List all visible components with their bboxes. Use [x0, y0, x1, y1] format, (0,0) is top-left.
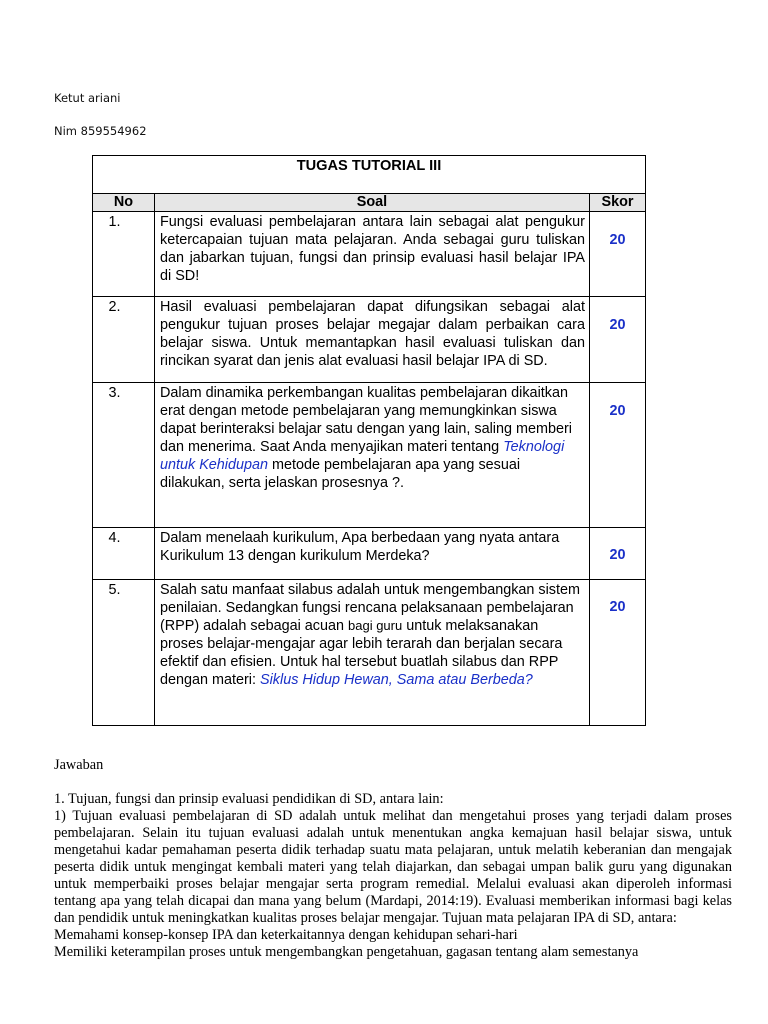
table-row: [93, 580, 646, 726]
answer-line: Memahami konsep-konsep IPA dan keterkaitannya dengan kehidupan sehari-hari: [54, 927, 518, 943]
row-number: 2.: [93, 297, 155, 383]
question-text-part: Salah satu manfaat silabus adalah untuk mengembangkan sistem penilaian. Sedangkan fungsi rencana pelaksanaan pembelajaran (RPP) adalah sebagai acuan: [160, 582, 580, 634]
table-row: [93, 212, 646, 297]
answer-section: [54, 757, 732, 961]
answer-heading: Jawaban: [54, 757, 104, 773]
header-skor: Skor: [589, 194, 645, 212]
question-text-part: bagi guru: [348, 618, 403, 633]
topic-highlight: Siklus Hidup Hewan, Sama atau Berbeda?: [260, 672, 533, 688]
score: 20: [589, 580, 645, 726]
question-text: Hasil evaluasi pembelajaran dapat difungsikan sebagai alat pengukur tujuan proses belajar megajar dalam perbaikan cara belajar siswa. Untuk memantapkan hasil evaluasi tuliskan dan rincikan syarat dan jenis alat evaluasi hasil belajar IPA di SD.: [155, 297, 590, 383]
header-no: No: [93, 194, 155, 212]
header-soal: Soal: [155, 194, 590, 212]
answer-question-title: 1. Tujuan, fungsi dan prinsip evaluasi pendidikan di SD, antara lain:: [54, 791, 444, 807]
row-number: 4.: [93, 528, 155, 580]
row-number: 3.: [93, 383, 155, 528]
table-row: [93, 383, 646, 528]
topic-highlight: Teknologi untuk Kehidupan: [160, 439, 565, 473]
question-text: Dalam menelaah kurikulum, Apa berbedaan yang nyata antara Kurikulum 13 dengan kurikulum Merdeka?: [155, 528, 590, 580]
score: 20: [589, 297, 645, 383]
row-number: 1.: [93, 212, 155, 297]
assignment-table: [92, 155, 646, 726]
question-text: [155, 580, 590, 726]
row-number: 5.: [93, 580, 155, 726]
student-nim: Nim 859554962: [54, 124, 147, 138]
table-row: [93, 297, 646, 383]
answer-paragraph: 1) Tujuan evaluasi pembelajaran di SD adalah untuk melihat dan mengetahui proses yang terjadi dalam proses pembelajaran. Selain itu tujuan evaluasi adalah untuk menentukan angka kemajuan hasil belajar siswa, untuk mengetahui kadar pemahaman peserta didik terhadap suatu mata pelajaran, untuk melatih keberanian dan mengajak peserta didik untuk mengingat kembali materi yang telah diajarkan, dan sebagai umpan balik guru yang digunakan untuk memperbaiki proses belajar mengajar serta program remedial. Melalui evaluasi akan diperoleh informasi tentang apa yang telah dicapai dan mana yang belum (Mardapi, 2014:19). Evaluasi memberikan informasi bagi kelas dan pendidik untuk meningkatkan kualitas proses belajar mengajar. Tujuan mata pelajaran IPA di SD, antara:: [54, 808, 732, 926]
student-name: Ketut ariani: [54, 91, 121, 105]
answer-line: Memiliki keterampilan proses untuk mengembangkan pengetahuan, gagasan tentang alam semestanya: [54, 944, 639, 960]
question-text: [155, 383, 590, 528]
table-title: TUGAS TUTORIAL III: [93, 156, 646, 194]
question-text: Fungsi evaluasi pembelajaran antara lain sebagai alat pengukur ketercapaian tujuan mata pelajaran. Anda sebagai guru tuliskan dan jabarkan tujuan, fungsi dan prinsip evaluasi hasil belajar IPA di SD!: [155, 212, 590, 297]
score: 20: [589, 383, 645, 528]
table-row: [93, 528, 646, 580]
question-text-part: Dalam dinamika perkembangan kualitas pembelajaran dikaitkan erat dengan metode pembelajaran yang memungkinkan siswa dapat berinteraksi belajar satu dengan yang lain, saling memberi dan menerima. Saat Anda menyajikan materi tentang: [160, 385, 572, 455]
score: 20: [589, 528, 645, 580]
question-text-part: metode pembelajaran apa yang sesuai dilakukan, serta jelaskan prosesnya ?.: [160, 457, 521, 491]
score: 20: [589, 212, 645, 297]
question-text-part: untuk melaksanakan proses belajar-mengajar agar lebih terarah dan berjalan secara efektif dan efisien. Untuk hal tersebut buatlah silabus dan RPP dengan materi:: [160, 618, 563, 688]
